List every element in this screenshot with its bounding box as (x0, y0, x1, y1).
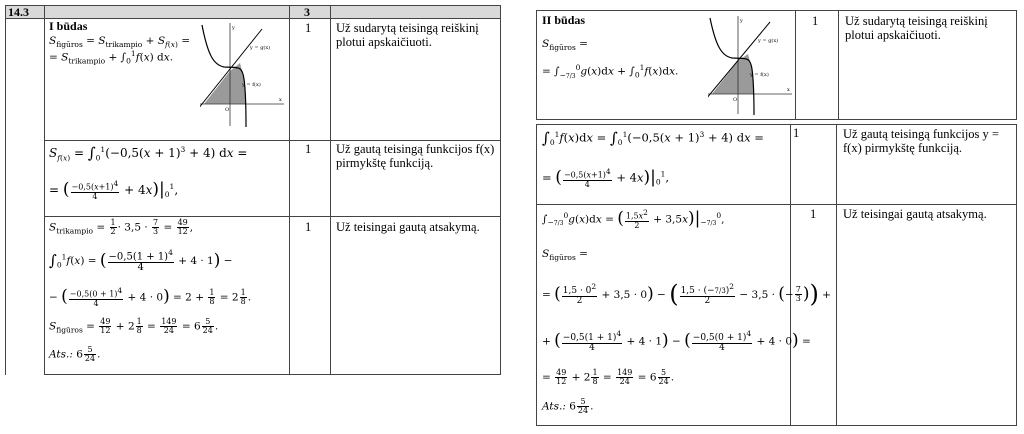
row3-points: 1 (305, 220, 312, 234)
r-row1-points: 1 (812, 14, 819, 28)
label-y-2: y (740, 18, 743, 24)
label-f: y = f(x) (242, 82, 261, 88)
antiderivative-expression-2: $\int_0^1f(x)dx = \int_0^1(-0,5(x + 1)^3 + 4)$ dx = (542, 129, 764, 147)
method-title-2: II būdas (542, 13, 586, 27)
row1-criterion: Už sudarytą teisingą reiškinį plotui apskaičiuoti. (336, 21, 479, 50)
area-label-2: $S_{figūros}$ = (542, 248, 588, 263)
label-x-2: x (787, 87, 790, 93)
answer-2: Ats.: 6 $\frac{5}{24}$ . (542, 397, 594, 415)
area-calc-1: = ( $\frac{1,5 \cdot 0^2}{2}$ + 3,5 · 0) − ( $\frac{1,5 \cdot (-7/3)^2}{2}$ − 3,5 · (− $\frac{7}{3}$ )) + (542, 280, 831, 308)
task-number: 14.3 (8, 5, 29, 19)
row1-points: 1 (305, 21, 312, 35)
label-x: x (279, 97, 282, 103)
r-row2-points: 1 (793, 126, 800, 140)
label-g: y = g(x) (250, 45, 271, 51)
header-points: 3 (304, 5, 310, 19)
label-o-2: O (733, 97, 738, 103)
row2-points: 1 (305, 142, 312, 156)
r-row1-criterion: Už sudarytą teisingą reiškinį plotui apskaičiuoti. (845, 14, 988, 43)
method-title: I būdas (49, 19, 88, 33)
r-row3-criterion: Už teisingai gautą atsakymą. (843, 207, 987, 221)
row2-criterion: Už gautą teisingą funkcijos f(x) pirmykštę funkciją. (336, 142, 495, 171)
area-calc-2: + ( $\frac{-0,5(1 + 1)^4}{4}$ + 4 · 1) − ( $\frac{-0,5(0 + 1)^4}{4}$ + 4 · 0) = (542, 329, 811, 353)
integral-value-cont: − ( $\frac{-0,5(0 + 1)^4}{4}$ + 4 · 0) = 2 + $\frac{1}{8}$ = 2 $\frac{1}{8}$ . (49, 286, 252, 308)
answer-label: Ats.: (49, 348, 73, 361)
area-calc-3: = $\frac{49}{12}$ + 2 $\frac{1}{8}$ = $\frac{149}{24}$ = 6 $\frac{5}{24}$ . (542, 368, 675, 386)
area-expression: $S_{figūros} = S_{trikampio} + S_{f(x)}$ = = $S_{trikampio} + \int_0^1f(x)$ dx. (49, 35, 191, 66)
area-graph (200, 21, 285, 129)
triangle-area: $S_{trikampio}$ = $\frac{1}{2}$ · 3,5 · $\frac{7}{3}$ = $\frac{49}{12}$ , (49, 218, 194, 236)
label-o: O (225, 107, 230, 113)
answer: Ats.: 6 $\frac{5}{24}$ . (49, 345, 101, 363)
row3-criterion: Už teisingai gautą atsakymą. (336, 220, 480, 234)
antiderivative-result-2: = ( $\frac{-0,5(x+1)^4}{4}$ + $4x)|_0^1$, (542, 167, 670, 189)
left-header-row (5, 5, 500, 18)
label-g-2: y = g(x) (758, 38, 779, 44)
r-row2-criterion: Už gautą teisingą funkcijos y = f(x) pirmykštę funkciją. (843, 127, 999, 156)
integral-value: $\int_0^1f(x)$ = ( $\frac{-0,5(1 + 1)^4}{4}$ + 4 · 1) − (49, 248, 233, 274)
area-graph-2 (708, 14, 793, 116)
area-expression-2-cont: = $\int_{-7/3}^0g(x)dx + \int_0^1f(x)dx$. (542, 63, 679, 80)
r-row3-points: 1 (810, 207, 817, 221)
total-area: $S_{figūros}$ = $\frac{49}{12}$ + 2 $\frac{1}{8}$ = $\frac{149}{24}$ = 6 $\frac{5}{24}$ . (49, 317, 219, 335)
area-expression-2: $S_{figūros}$ = (542, 38, 588, 53)
label-y: y (232, 25, 235, 31)
answer-label-2: Ats.: (542, 400, 566, 413)
antiderivative-result: = ( $\frac{-0,5(x+1)^4}{4}$ + $4x)|_0^1$, (49, 179, 179, 201)
label-f-2: y = f(x) (750, 72, 769, 78)
antiderivative-expression: $S_{f(x)} = \int_0^1(-0,5(x + 1)^3 + 4)$ dx = (49, 144, 248, 163)
g-integral: $\int_{-7/3}^0g(x)dx$ = ( $\frac{1,5x^2}{2}$ + $3,5x)|_{-7/3}^0$, (542, 208, 725, 230)
